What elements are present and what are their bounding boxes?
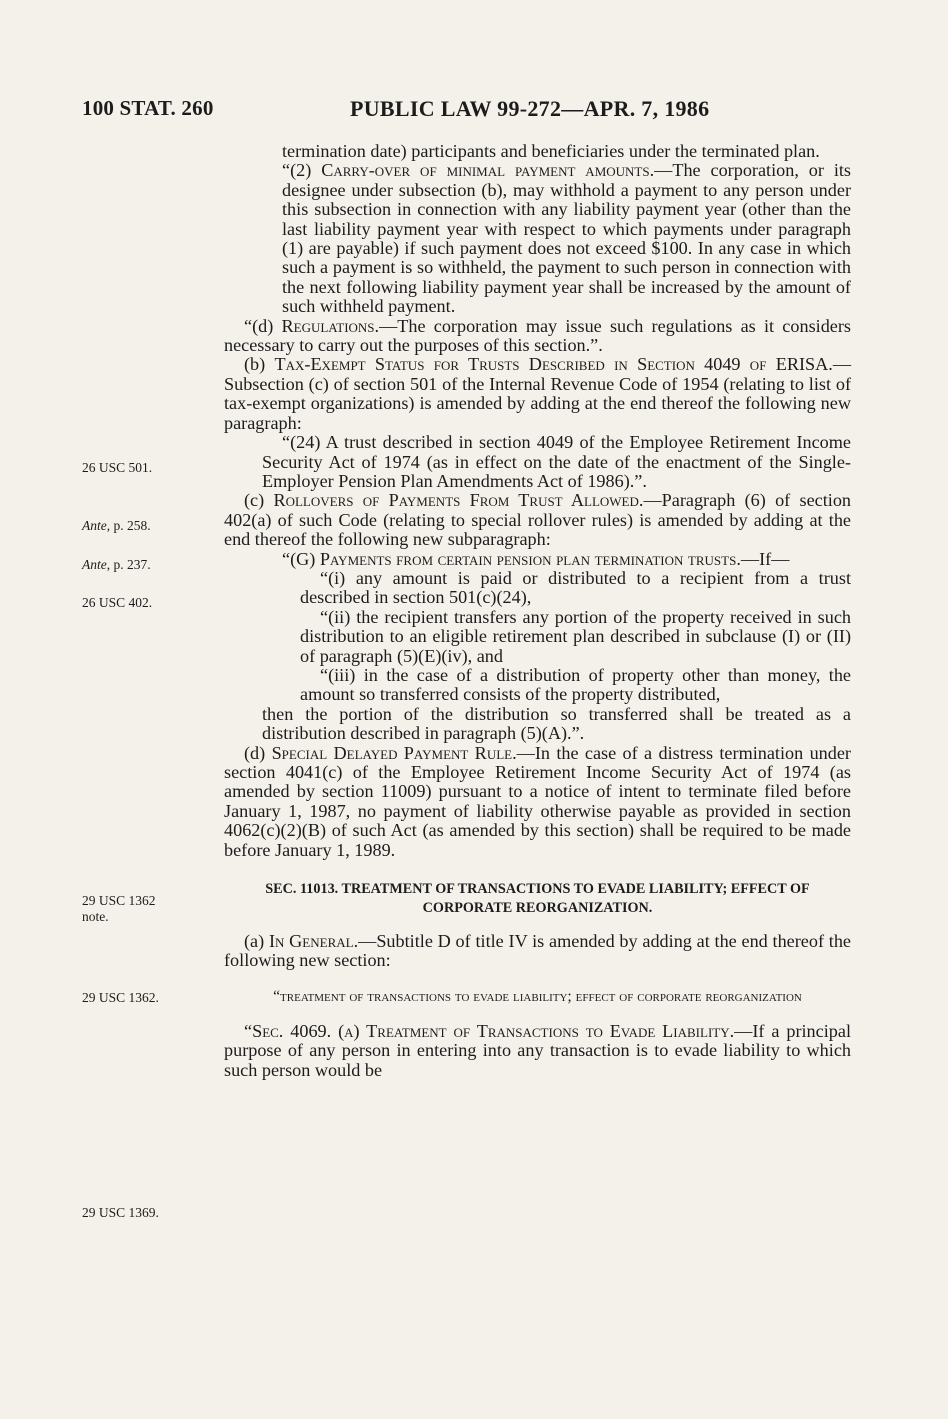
margin-note-29usc1362: 29 USC 1362. bbox=[82, 990, 159, 1005]
paragraph-regulations bbox=[224, 317, 851, 356]
clause-i: “(i) any amount is paid or distributed to a recipient from a trust described in section 501(c)(24), bbox=[300, 567, 851, 608]
paragraph-heading: Treatment of Transactions to Evade Liability bbox=[366, 1020, 730, 1041]
paragraph-tax-exempt-status bbox=[224, 355, 851, 433]
paragraph-text: .—Subtitle D of title IV is amended by adding at the end thereof the following new section: bbox=[224, 931, 852, 971]
margin-note-page-ref: , p. 237. bbox=[106, 557, 151, 572]
margin-note-29usc1362-note bbox=[82, 893, 156, 925]
paragraph-text: .—If— bbox=[736, 548, 790, 569]
clause-iii: “(iii) in the case of a distribution of property other than money, the amount so transferred consists of the property distributed, bbox=[300, 664, 851, 705]
paragraph-heading: Tax-Exempt Status for Trusts Described in Section 4049 of ERISA bbox=[274, 354, 829, 375]
margin-note-26usc402: 26 USC 402. bbox=[82, 595, 153, 610]
paragraph-number: (d) bbox=[244, 742, 272, 763]
margin-note-ante-237 bbox=[82, 557, 151, 573]
margin-note-ante-label: Ante bbox=[82, 518, 107, 533]
paragraph-24-trust: “(24) A trust described in section 4049 of the Employee Retirement Income Security Act of 1974 (as in effect on the date of the enactment of the Single-Employer Pension Plan Amendments Act of 1986).”. bbox=[262, 432, 851, 491]
paragraph-in-general bbox=[224, 932, 851, 971]
paragraph-heading: Regulations bbox=[281, 315, 375, 336]
paragraph-number: “(d) bbox=[244, 315, 282, 336]
paragraph-number: (b) bbox=[244, 354, 275, 375]
paragraph-number: (a) bbox=[244, 931, 269, 952]
statute-page-number: 100 STAT. 260 bbox=[82, 96, 214, 120]
margin-note-26usc501: 26 USC 501. bbox=[82, 460, 153, 475]
running-header: PUBLIC LAW 99-272—APR. 7, 1986 bbox=[350, 96, 710, 121]
section-heading-11013: SEC. 11013. TREATMENT OF TRANSACTIONS TO EVADE LIABILITY; EFFECT OF CORPORATE REORGANIZATION. bbox=[265, 881, 810, 917]
paragraph-text: .—The corporation, or its designee under subsection (b), may withhold a payment to any person under this subsection in connection with any liability payment year (other than the last liability payment year with respect to which payments under paragraph (1) are payable) if such payment does not exceed $100. In any case in which such a payment is so withheld, the payment to such person in connection with the next following liability payment year shall be increased by the amount of such withheld payment. bbox=[282, 160, 852, 317]
paragraph-heading: In General bbox=[268, 931, 354, 952]
document-body bbox=[224, 142, 851, 1080]
paragraph-then-portion: then the portion of the distribution so transferred shall be treated as a distribution described in paragraph (5)(A).”. bbox=[262, 703, 851, 744]
paragraph-termination-date: termination date) participants and beneficiaries under the terminated plan. bbox=[282, 141, 820, 161]
clause-ii: “(ii) the recipient transfers any portion of the property received in such distribution to an eligible retirement plan described in subclause (I) or (II) of paragraph (5)(E)(iv), and bbox=[300, 606, 851, 666]
paragraph-text: .—In the case of a distress termination under section 4041(c) of the Employee Retirement Income Security Act of 1974 (as amended by section 11009) pursuant to a notice of intent to terminate filed before January 1, 1987, no payment of liability otherwise payable as provided in section 4062(c)(2)(B) of such Act (as amended by this section) shall be required to be made before January 1, 1989. bbox=[224, 742, 851, 860]
paragraph-number: “Sec. 4069. (a) bbox=[244, 1020, 367, 1041]
margin-note-ante-258 bbox=[82, 518, 151, 534]
paragraph-heading: Payments from certain pension plan termination trusts bbox=[319, 548, 737, 569]
paragraph-text: .—If a principal purpose of any person in entering into any transaction is to evade liability to which such person would be bbox=[224, 1020, 851, 1080]
paragraph-g-payments bbox=[224, 550, 851, 569]
paragraph-text: .—Paragraph (6) of section 402(a) of such Code (relating to special rollover rules) is amended by adding at the end thereof the following new subparagraph: bbox=[224, 490, 852, 550]
new-section-heading: “treatment of transactions to evade liability; effect of corporate reorganization bbox=[273, 987, 802, 1005]
margin-note-page-ref: , p. 258. bbox=[106, 518, 151, 533]
paragraph-heading: Special Delayed Payment Rule bbox=[271, 742, 513, 763]
paragraph-number: “(2) bbox=[282, 160, 322, 181]
paragraph-heading: Carry-over of minimal payment amounts bbox=[321, 160, 650, 181]
paragraph-rollovers bbox=[224, 491, 851, 549]
margin-note-ante-label: Ante bbox=[82, 557, 107, 572]
paragraph-text: .—Subsection (c) of section 501 of the Internal Revenue Code of 1954 (relating to list of tax-exempt organizations) is amended by adding at the end thereof the following new paragraph: bbox=[224, 354, 851, 433]
paragraph-special-delayed-payment bbox=[224, 744, 851, 860]
paragraph-number: (c) bbox=[244, 490, 274, 511]
paragraph-heading: Rollovers of Payments From Trust Allowed bbox=[273, 490, 639, 511]
margin-note-line: 29 USC 1362 bbox=[82, 893, 156, 908]
paragraph-number: “(G) bbox=[282, 548, 320, 569]
paragraph-carry-over bbox=[224, 161, 851, 316]
margin-note-29usc1369: 29 USC 1369. bbox=[82, 1205, 159, 1220]
paragraph-sec-4069 bbox=[224, 1022, 851, 1080]
paragraph-text: .—The corporation may issue such regulations as it considers necessary to carry out the purposes of this section.”. bbox=[224, 315, 851, 356]
margin-note-line: note. bbox=[82, 909, 109, 924]
